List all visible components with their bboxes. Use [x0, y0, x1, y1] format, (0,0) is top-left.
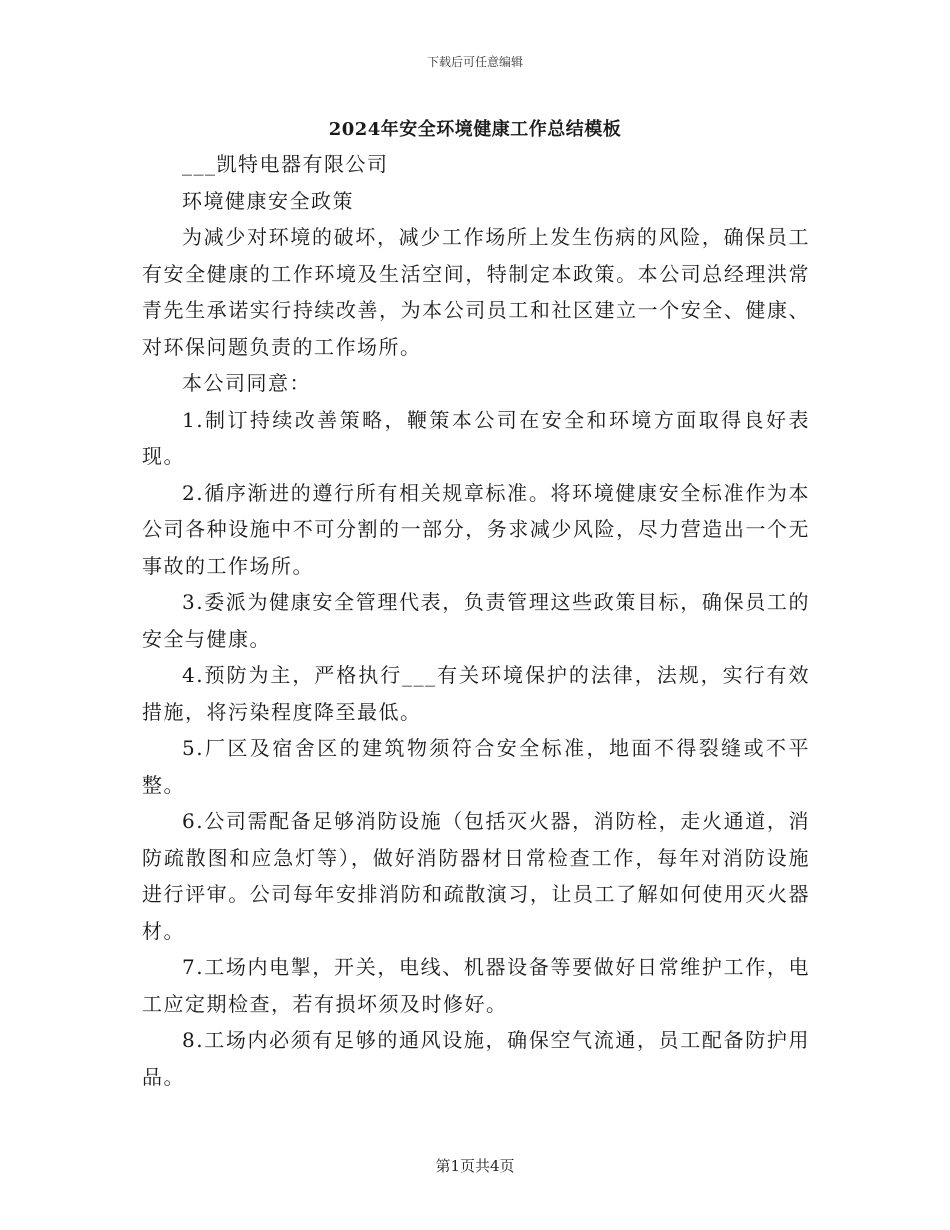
company-name: ___凯特电器有限公司 [182, 152, 389, 176]
page-number: 第1页共4页 [435, 1157, 515, 1175]
policy-item-3: 3.委派为健康安全管理代表，负责管理这些政策目标，确保员工的安全与健康。 [142, 590, 810, 651]
policy-item-1: 1.制订持续改善策略，鞭策本公司在安全和环境方面取得良好表现。 [142, 407, 810, 468]
policy-item-6: 6.公司需配备足够消防设施（包括灭火器，消防栓，走火通道，消防疏散图和应急灯等），做好消防器材日常检查工作，每年对消防设施进行评审。公司每年安排消防和疏散演习，让员工了解如何使用灭火器材。 [142, 809, 810, 943]
policy-item-2: 2.循序渐进的遵行所有相关规章标准。将环境健康安全标准作为本公司各种设施中不可分割的一部分，务求减少风险，尽力营造出一个无事故的工作场所。 [142, 480, 810, 578]
policy-item-7: 7.工场内电掣，开关，电线、机器设备等要做好日常维护工作，电工应定期检查，若有损坏须及时修好。 [142, 955, 810, 1016]
document-title: 2024年安全环境健康工作总结模板 [328, 119, 622, 140]
policy-item-8: 8.工场内必须有足够的通风设施，确保空气流通，员工配备防护用品。 [142, 1028, 810, 1089]
intro-paragraph: 为减少对环境的破坏，减少工作场所上发生伤病的风险，确保员工有安全健康的工作环境及生活空间，特制定本政策。本公司总经理洪常青先生承诺实行持续改善，为本公司员工和社区建立一个安全、健康、对环保问题负责的工作场所。 [142, 225, 810, 359]
policy-item-5: 5.厂区及宿舍区的建筑物须符合安全标准，地面不得裂缝或不平整。 [142, 736, 810, 797]
agreement-lead: 本公司同意： [182, 371, 311, 395]
policy-heading: 环境健康安全政策 [182, 188, 354, 213]
policy-item-4: 4.预防为主，严格执行___有关环境保护的法律，法规，实行有效措施，将污染程度降至最低。 [142, 663, 810, 724]
page-header-note: 下载后可任意编辑 [426, 55, 523, 69]
document-body [142, 146, 810, 1095]
